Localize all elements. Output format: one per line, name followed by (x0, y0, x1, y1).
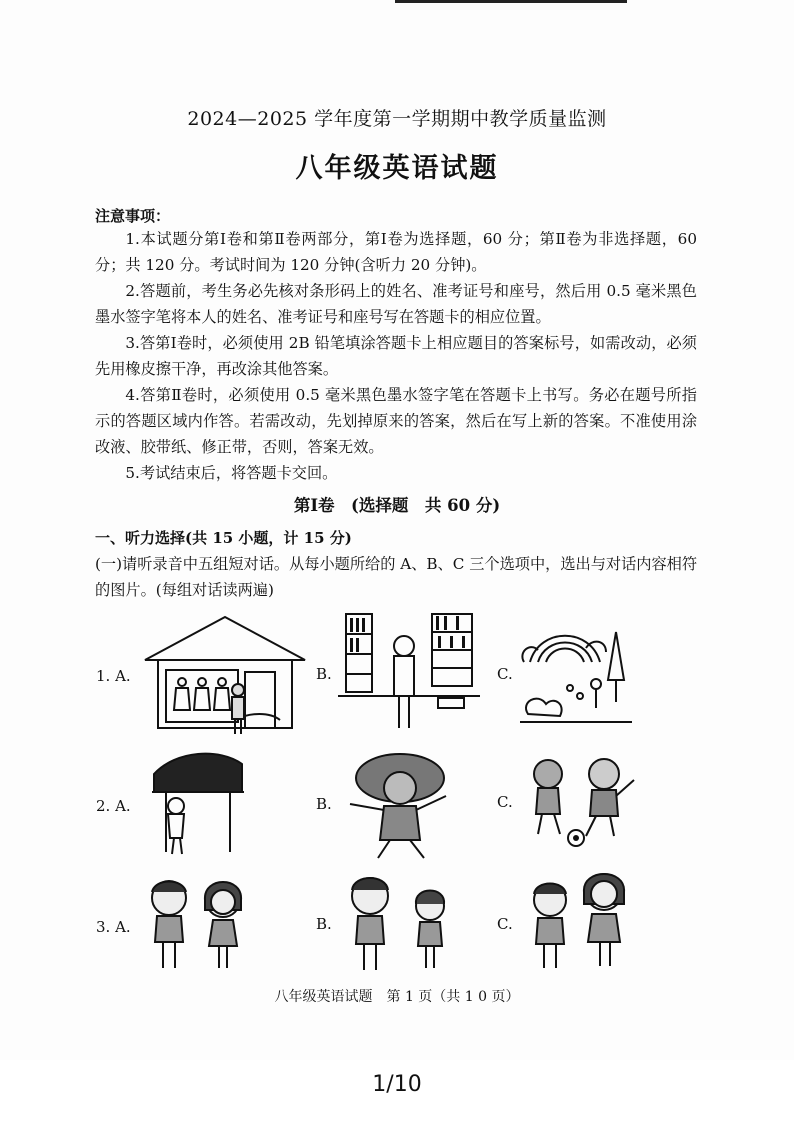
exam-title: 八年级英语试题 (295, 153, 499, 184)
option-label-2a: 2. A. (96, 797, 131, 815)
page-indicator: 1/10 (372, 1072, 422, 1097)
park-icon (520, 622, 632, 730)
notice-item: 4.答第Ⅱ卷时，必须使用 0.5 毫米黑色墨水签字笔在答题卡上书写。务必在题号所指示的答题区域内作答。若需改动，先划掉原来的答案，然后在写上新的答案。不准使用涂改液、胶带纸、修正带，否则，答案无效。 (95, 386, 697, 456)
option-label-3b: B. (316, 915, 332, 933)
option-label-2c: C. (497, 793, 513, 811)
notice-list (95, 226, 697, 486)
page-footer: 八年级英语试题 第 1 页（共 1 0 页） (274, 989, 520, 1005)
option-label-2b: B. (316, 795, 332, 813)
option-label-1c: C. (497, 665, 513, 683)
option-label-1a: 1. A. (96, 667, 131, 685)
boy-girl-icon (522, 870, 632, 976)
piano-icon (146, 748, 246, 860)
option-label-3c: C. (497, 915, 513, 933)
notice-item: 2.答题前，考生务必先核对条形码上的姓名、准考证号和座号，然后用 0.5 毫米黑色墨水签字笔将本人的姓名、准考证号和座号写在答题卡的相应位置。 (95, 282, 697, 326)
exam-header: 2024—2025 学年度第一学期期中教学质量监测 (187, 108, 607, 130)
notice-heading: 注意事项： (95, 207, 171, 225)
boy-girl-icon (143, 876, 253, 976)
option-label-3a: 3. A. (96, 918, 131, 936)
soccer-icon (522, 752, 638, 852)
dancing-icon (338, 748, 458, 860)
notice-item: 5.考试结束后，将答题卡交回。 (125, 464, 338, 482)
part-instruction: (一)请听录音中五组短对话。从每小题所给的 A、B、C 三个选项中，选出与对话内容相符的图片。(每组对话读两遍) (95, 555, 698, 599)
notice-item: 1.本试题分第Ⅰ卷和第Ⅱ卷两部分，第Ⅰ卷为选择题，60 分；第Ⅱ卷为非选择题，60 分；共 120 分。考试时间为 120 分钟(含听力 20 分钟)。 (95, 230, 697, 274)
clothes-shop-icon (140, 612, 310, 737)
part-heading: 一、听力选择(共 15 小题，计 15 分) (95, 529, 352, 547)
notice-item: 3.答第Ⅰ卷时，必须使用 2B 铅笔填涂答题卡上相应题目的答案标号，如需改动，必须先用橡皮擦干净，再改涂其他答案。 (95, 334, 697, 378)
option-label-1b: B. (316, 665, 332, 683)
top-rule (395, 0, 627, 3)
section-title: 第Ⅰ卷 (选择题 共 60 分) (293, 496, 501, 515)
library-icon (338, 612, 480, 734)
boy-girl-icon (338, 872, 458, 976)
